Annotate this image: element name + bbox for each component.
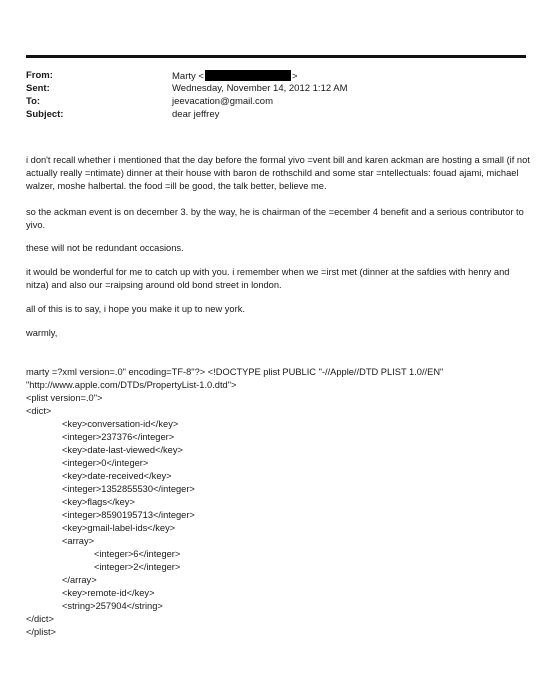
body-paragraph: so the ackman event is on december 3. by the way, he is chairman of the =ecember 4 benefit and a serious contributor to yivo. [26, 207, 524, 230]
signoff: warmly, [26, 328, 58, 338]
plist-line: <string>257904</string> [62, 601, 163, 611]
plist-line: </dict> [26, 614, 54, 624]
plist-line: <key>date-last-viewed</key> [62, 445, 183, 455]
plist-line: <dict> [26, 406, 52, 416]
plist-line: <integer>8590195713</integer> [62, 510, 195, 520]
plist-line: <integer>2</integer> [94, 562, 181, 572]
from-label: From: [26, 70, 53, 81]
subject-value: dear jeffrey [172, 109, 220, 120]
sent-label: Sent: [26, 83, 50, 94]
plist-line: <key>date-received</key> [62, 471, 172, 481]
sender-close-bracket: > [291, 71, 298, 82]
plist-line: <integer>0</integer> [62, 458, 149, 468]
to-label: To: [26, 96, 41, 107]
body-paragraph: i don't recall whether i mentioned that the day before the formal yivo =vent bill and karen ackman are hosting a small (if not actually really =ntimate) dinner at their house with baron de rothschild and some star =ntellectuals: fouad ajami, michael walzer, moshe halbertal. the food =ill be good, the talk better, believe me. [26, 155, 530, 191]
sender-name: Marty < [172, 71, 204, 82]
plist-line: </array> [62, 575, 97, 585]
plist-line: <integer>6</integer> [94, 549, 181, 559]
body-paragraph: it would be wonderful for me to catch up with you. i remember when we =irst met (dinner at the safdies with henry and nitza) and also our =raipsing around old bond street in london. [26, 267, 510, 290]
plist-line: <plist version=.0"> [26, 393, 103, 403]
header-divider [26, 55, 526, 58]
from-value [172, 70, 298, 82]
to-value[interactable]: jeevacation@gmail.com [172, 96, 273, 107]
body-paragraph: these will not be redundant occasions. [26, 243, 184, 253]
body-paragraph: all of this is to say, i hope you make it up to new york. [26, 304, 245, 314]
redaction-bar [205, 70, 291, 81]
plist-line: <key>conversation-id</key> [62, 419, 179, 429]
plist-line: </plist> [26, 627, 56, 637]
sent-value: Wednesday, November 14, 2012 1:12 AM [172, 83, 348, 94]
plist-line: marty =?xml version=.0" encoding=TF-8"?> <!DOCTYPE plist PUBLIC "-//Apple//DTD PLIST 1.0//EN" [26, 367, 444, 377]
plist-line: <key>remote-id</key> [62, 588, 155, 598]
subject-label: Subject: [26, 109, 64, 120]
plist-line: "http://www.apple.com/DTDs/PropertyList-1.0.dtd"> [26, 380, 237, 390]
plist-line: <key>flags</key> [62, 497, 135, 507]
plist-line: <key>gmail-label-ids</key> [62, 523, 176, 533]
plist-line: <integer>237376</integer> [62, 432, 175, 442]
plist-line: <integer>1352855530</integer> [62, 484, 195, 494]
plist-line: <array> [62, 536, 95, 546]
